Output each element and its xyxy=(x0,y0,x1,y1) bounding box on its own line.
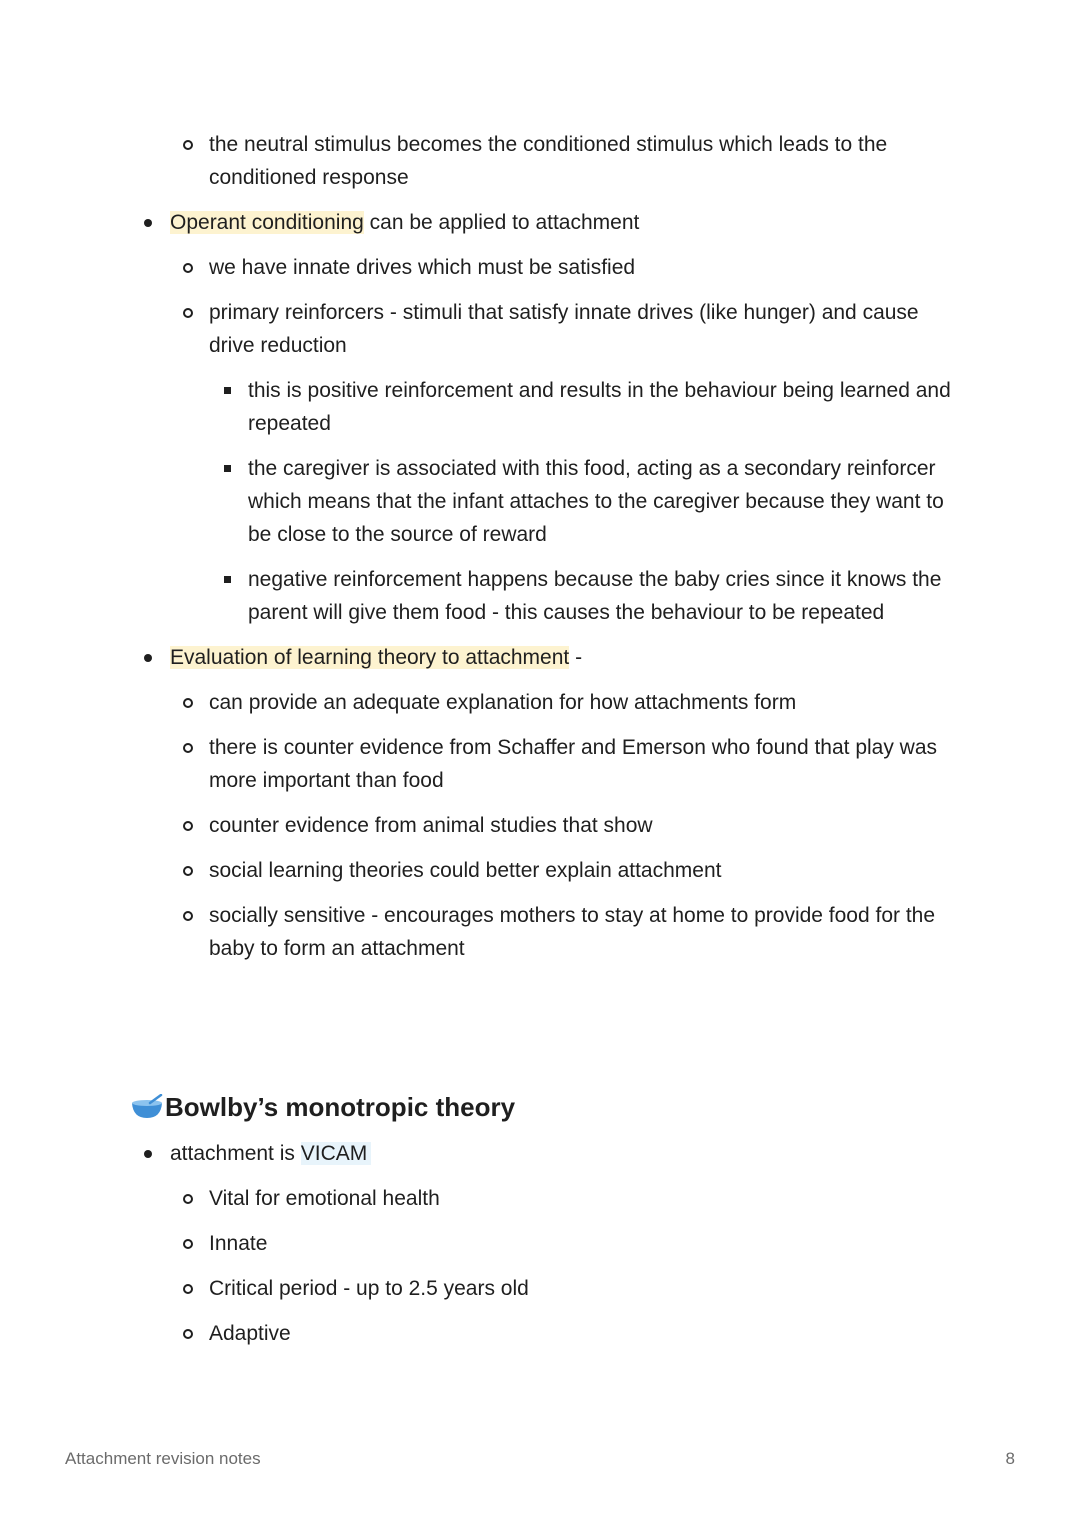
list-item-evaluation: Evaluation of learning theory to attachment - xyxy=(170,641,960,674)
list-item-vicam: attachment is VICAM xyxy=(170,1137,960,1170)
list-item: social learning theories could better explain attachment xyxy=(209,854,959,887)
list-item: this is positive reinforcement and results in the behaviour being learned and repeated xyxy=(248,374,960,440)
circle-bullet-icon xyxy=(183,821,193,831)
spacer xyxy=(0,977,1080,1087)
bowl-icon xyxy=(130,1094,164,1120)
list-item: the neutral stimulus becomes the conditioned stimulus which leads to the conditioned response xyxy=(209,128,959,194)
list-item: counter evidence from animal studies that show xyxy=(209,809,959,842)
list-item: Adaptive xyxy=(209,1317,959,1350)
list-item-operant-conditioning: Operant conditioning can be applied to attachment xyxy=(170,206,960,239)
vicam-list xyxy=(0,1137,1080,1350)
list-item: Critical period - up to 2.5 years old xyxy=(209,1272,959,1305)
square-bullet-icon xyxy=(224,576,231,583)
section-heading xyxy=(130,1087,1080,1127)
circle-bullet-icon xyxy=(183,911,193,921)
circle-bullet-icon xyxy=(183,308,193,318)
circle-bullet-icon xyxy=(183,1194,193,1204)
list-item: primary reinforcers - stimuli that satisfy innate drives (like hunger) and cause drive reduction xyxy=(209,296,959,362)
page-number: 8 xyxy=(1005,1449,1015,1468)
list-item: we have innate drives which must be satisfied xyxy=(209,251,959,284)
circle-bullet-icon xyxy=(183,743,193,753)
list-item: Innate xyxy=(209,1227,959,1260)
disc-bullet-icon xyxy=(144,654,152,662)
square-bullet-icon xyxy=(224,387,231,394)
circle-bullet-icon xyxy=(183,1284,193,1294)
square-bullet-icon xyxy=(224,465,231,472)
circle-bullet-icon xyxy=(183,698,193,708)
list-item: Vital for emotional health xyxy=(209,1182,959,1215)
list-item: socially sensitive - encourages mothers to stay at home to provide food for the baby to form an attachment xyxy=(209,899,959,965)
disc-bullet-icon xyxy=(144,219,152,227)
circle-bullet-icon xyxy=(183,1239,193,1249)
list-item: negative reinforcement happens because the baby cries since it knows the parent will give them food - this causes the behaviour to be repeated xyxy=(248,563,960,629)
section-heading-text: Bowlby’s monotropic theory xyxy=(165,1092,516,1122)
circle-bullet-icon xyxy=(183,140,193,150)
disc-bullet-icon xyxy=(144,1150,152,1158)
learning-theory-list xyxy=(0,128,1080,965)
highlight-evaluation: Evaluation of learning theory to attachment xyxy=(170,646,570,669)
page-content xyxy=(0,128,1080,1362)
footer-title: Attachment revision notes xyxy=(65,1449,261,1468)
circle-bullet-icon xyxy=(183,263,193,273)
list-item: there is counter evidence from Schaffer and Emerson who found that play was more important than food xyxy=(209,731,959,797)
highlight-vicam: VICAM xyxy=(301,1142,372,1165)
highlight-operant-conditioning: Operant conditioning xyxy=(170,211,364,234)
circle-bullet-icon xyxy=(183,1329,193,1339)
circle-bullet-icon xyxy=(183,866,193,876)
list-item: the caregiver is associated with this food, acting as a secondary reinforcer which means that the infant attaches to the caregiver because they want to be close to the source of reward xyxy=(248,452,960,551)
list-item: can provide an adequate explanation for how attachments form xyxy=(209,686,959,719)
